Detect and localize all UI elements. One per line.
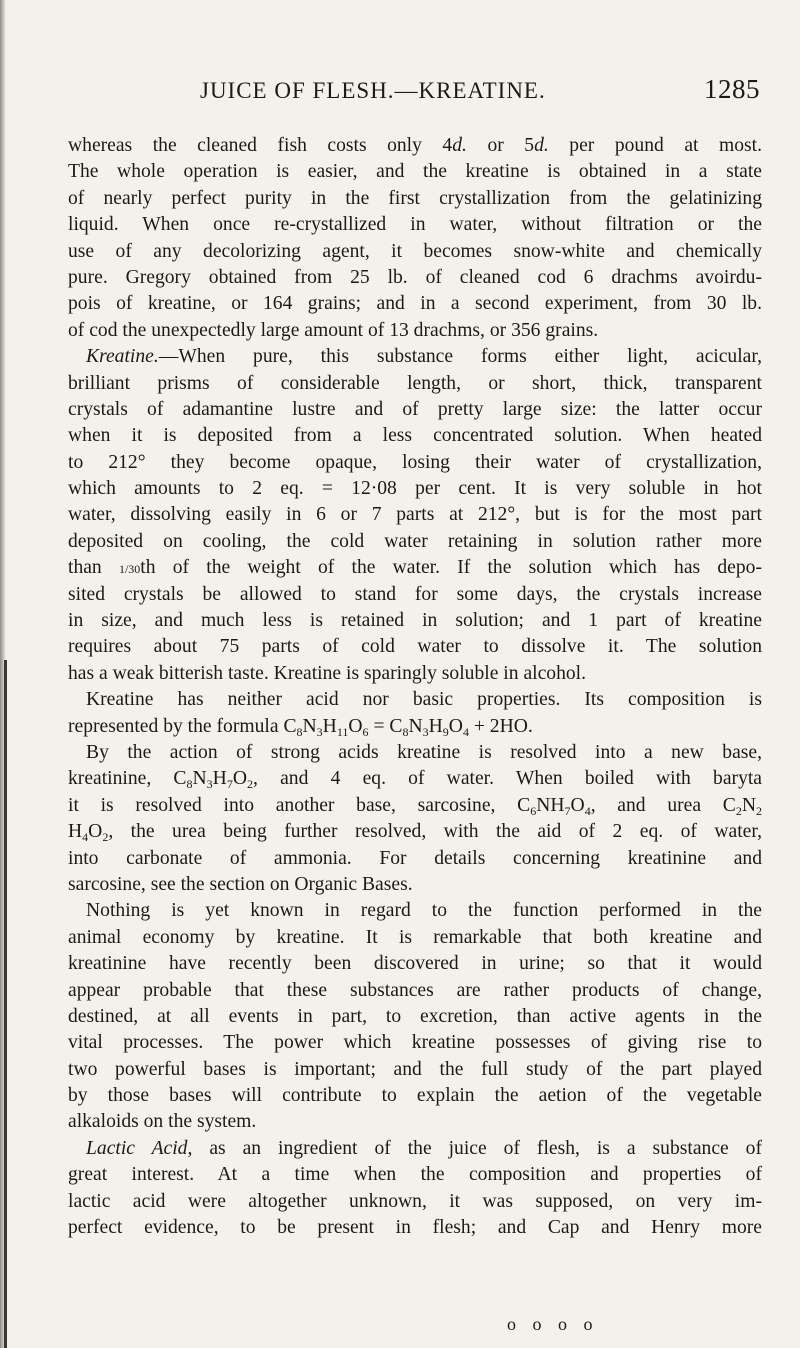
text-line: than 1/30th of the weight of the water. If the solution which has depo- — [68, 557, 762, 579]
text-line: whereas the cleaned fish costs only 4d. or 5d. per pound at most. — [68, 135, 762, 156]
text-line: water, dissolving easily in 6 or 7 parts at 212°, but is for the most part — [68, 504, 762, 526]
text-line: Kreatine has neither acid nor basic properties. Its composition is — [86, 689, 762, 711]
text-line: to 212° they become opaque, losing their water of crystallization, — [68, 451, 762, 473]
text-line: animal economy by kreatine. It is remarkable that both kreatine and — [68, 926, 762, 948]
body-text — [68, 133, 762, 1241]
text-line: sarcosine, see the section on Organic Bases. — [68, 873, 413, 895]
text-line: when it is deposited from a less concentrated solution. When heated — [68, 425, 762, 447]
text-line: By the action of strong acids kreatine is resolved into a new base, — [86, 741, 762, 763]
text-line: Nothing is yet known in regard to the function performed in the — [86, 900, 762, 922]
text-line: deposited on cooling, the cold water retaining in solution rather more — [68, 530, 762, 552]
text-line: by those bases will contribute to explain the aetion of the vegetable — [68, 1085, 762, 1107]
text-line: requires about 75 parts of cold water to dissolve it. The solution — [68, 636, 762, 658]
text-line: perfect evidence, to be present in flesh; and Cap and Henry more — [68, 1217, 762, 1239]
text-line: has a weak bitterish taste. Kreatine is sparingly soluble in alcohol. — [68, 662, 587, 684]
text-line: great interest. At a time when the composition and properties of — [68, 1164, 762, 1186]
text-line: kreatinine, $C_8N_3H_7O_2$, and 4 eq. of water. When boiled with baryta — [68, 768, 763, 792]
text-line: use of any decolorizing agent, it becomes snow-white and chemically — [68, 240, 762, 262]
running-header — [70, 74, 760, 114]
text-line: pois of kreatine, or 164 grains; and in a second experiment, from 30 lb. — [68, 293, 762, 315]
text-line: destined, at all events in part, to excretion, than active agents in the — [68, 1005, 762, 1027]
text-line: $H_4O_2$, the urea being further resolved, with the aid of 2 eq. of water, — [68, 821, 762, 845]
text-line: Kreatine.—When pure, this substance forms either light, acicular, — [86, 346, 762, 368]
page-number: 1285 — [704, 74, 760, 104]
signature-mark: o o o o — [507, 1314, 599, 1334]
text-line: The whole operation is easier, and the kreatine is obtained in a state — [68, 161, 762, 183]
text-line: of cod the unexpectedly large amount of 13 drachms, or 356 grains. — [68, 319, 599, 341]
text-line: sited crystals be allowed to stand for some days, the crystals increase — [68, 583, 762, 605]
text-line: it is resolved into another base, sarcosine, $C_6NH_7O_4$, and urea $C_2N_2$ — [68, 794, 762, 818]
text-line: Lactic Acid, as an ingredient of the juice of flesh, is a substance of — [86, 1137, 762, 1159]
text-line: into carbonate of ammonia. For details concerning kreatinine and — [68, 847, 762, 869]
text-line: liquid. When once re-crystallized in water, without filtration or the — [68, 214, 762, 236]
text-line: pure. Gregory obtained from 25 lb. of cleaned cod 6 drachms avoirdu- — [68, 266, 762, 288]
text-line: of nearly perfect purity in the first crystallization from the gelatinizing — [68, 187, 762, 209]
text-line: brilliant prisms of considerable length, or short, thick, transparent — [68, 372, 762, 394]
text-line: alkaloids on the system. — [68, 1111, 257, 1133]
text-line: crystals of adamantine lustre and of pretty large size: the latter occur — [68, 398, 762, 420]
text-line: which amounts to 2 eq. = 12·08 per cent. It is very soluble in hot — [68, 478, 762, 500]
text-line: lactic acid were altogether unknown, it was supposed, on very im- — [68, 1190, 762, 1212]
running-title: JUICE OF FLESH.—KREATINE. — [200, 78, 546, 103]
text-line: in size, and much less is retained in solution; and 1 part of kreatine — [68, 610, 762, 632]
binding-edge — [4, 660, 7, 1348]
text-line: two powerful bases is important; and the full study of the part played — [68, 1058, 762, 1080]
text-line: kreatinine have recently been discovered in urine; so that it would — [68, 953, 762, 975]
text-line: appear probable that these substances are rather products of change, — [68, 979, 762, 1001]
text-line: represented by the formula $C_8N_3H_{11}O_6 = C_8N_3H_9O_4 + 2HO$. — [68, 715, 533, 739]
text-line: vital processes. The power which kreatine possesses of giving rise to — [68, 1032, 762, 1054]
